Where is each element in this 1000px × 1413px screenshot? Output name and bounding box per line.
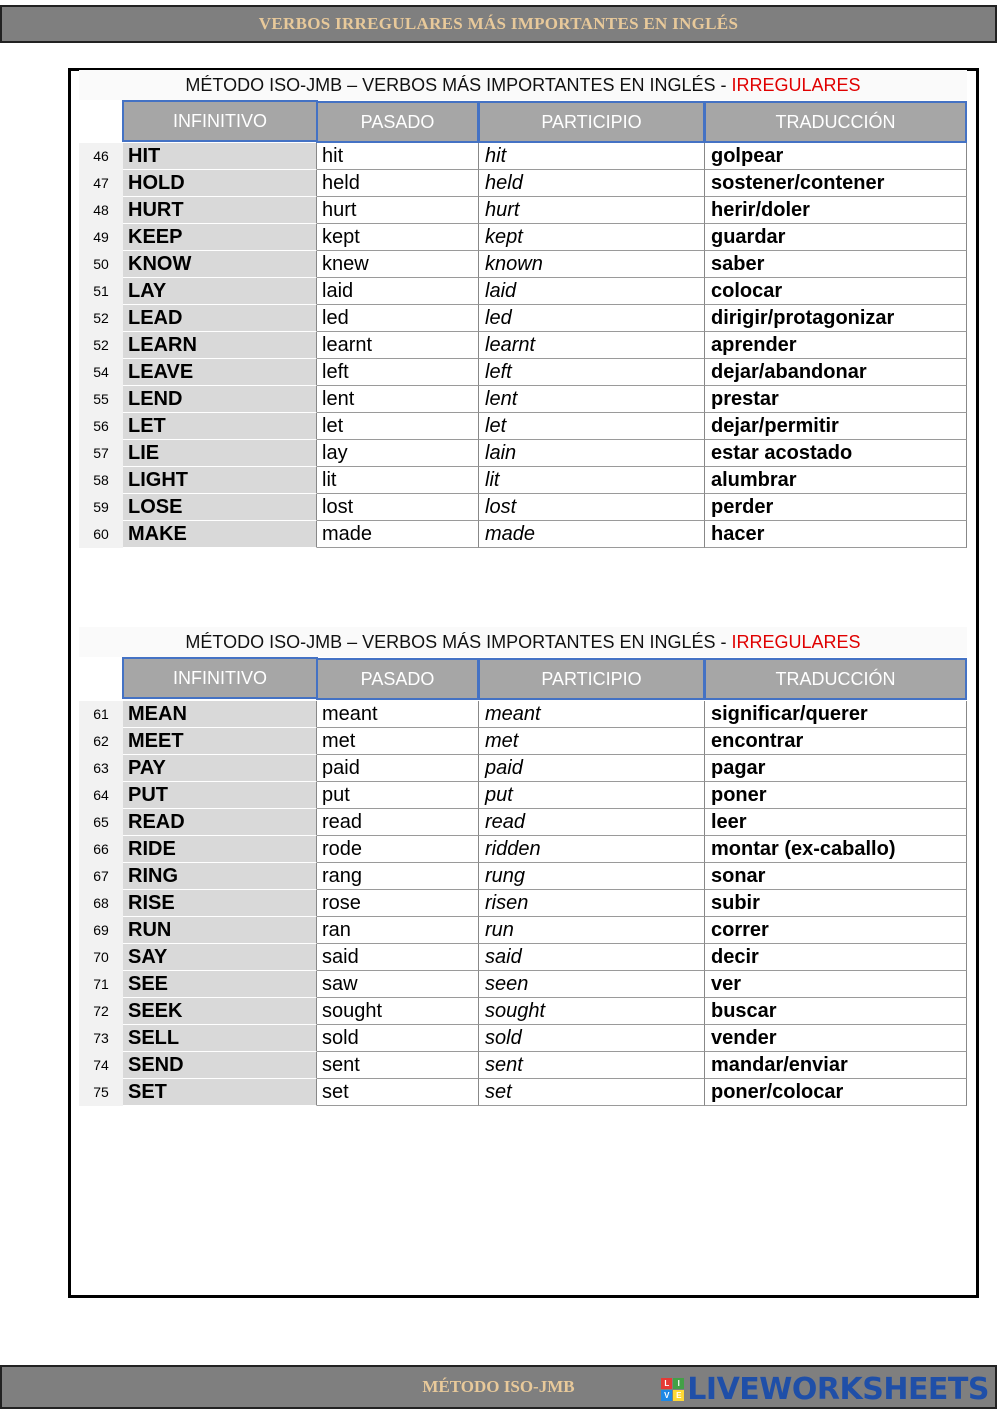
logo-letter: L [661, 1378, 672, 1389]
participle-cell: kept [479, 224, 705, 251]
translation-cell: sonar [705, 863, 967, 890]
participle-cell: let [479, 413, 705, 440]
table-row [79, 728, 967, 755]
past-cell: paid [317, 755, 479, 782]
translation-cell: ver [705, 971, 967, 998]
translation-cell: poner/colocar [705, 1079, 967, 1106]
translation-cell: pagar [705, 755, 967, 782]
infinitive-cell: SEND [123, 1052, 317, 1079]
row-number: 60 [79, 521, 123, 548]
table-row [79, 386, 967, 413]
verb-rows [79, 701, 967, 1106]
row-number: 51 [79, 278, 123, 305]
translation-cell: dejar/permitir [705, 413, 967, 440]
participle-cell: read [479, 809, 705, 836]
participle-cell: lit [479, 467, 705, 494]
past-cell: rose [317, 890, 479, 917]
past-cell: set [317, 1079, 479, 1106]
infinitive-cell: MAKE [123, 521, 317, 548]
past-cell: made [317, 521, 479, 548]
row-number: 67 [79, 863, 123, 890]
header-participle: PARTICIPIO [478, 101, 705, 143]
row-number: 62 [79, 728, 123, 755]
section-title [79, 627, 967, 657]
participle-cell: sold [479, 1025, 705, 1052]
row-number: 49 [79, 224, 123, 251]
participle-cell: lain [479, 440, 705, 467]
table-row [79, 224, 967, 251]
past-cell: hurt [317, 197, 479, 224]
participle-cell: met [479, 728, 705, 755]
translation-cell: vender [705, 1025, 967, 1052]
table-row [79, 521, 967, 548]
row-number: 56 [79, 413, 123, 440]
infinitive-cell: RISE [123, 890, 317, 917]
infinitive-cell: HOLD [123, 170, 317, 197]
past-cell: sold [317, 1025, 479, 1052]
translation-cell: dirigir/protagonizar [705, 305, 967, 332]
infinitive-cell: LAY [123, 278, 317, 305]
translation-cell: encontrar [705, 728, 967, 755]
row-number: 58 [79, 467, 123, 494]
past-cell: met [317, 728, 479, 755]
row-number: 59 [79, 494, 123, 521]
section-title-accent: IRREGULARES [731, 75, 861, 95]
infinitive-cell: SELL [123, 1025, 317, 1052]
past-cell: hit [317, 143, 479, 170]
infinitive-cell: HIT [123, 143, 317, 170]
header-infinitive: INFINITIVO [122, 657, 318, 699]
table-row [79, 305, 967, 332]
infinitive-cell: KEEP [123, 224, 317, 251]
past-cell: let [317, 413, 479, 440]
participle-cell: led [479, 305, 705, 332]
row-number: 70 [79, 944, 123, 971]
past-cell: left [317, 359, 479, 386]
translation-cell: leer [705, 809, 967, 836]
logo-letter: V [661, 1390, 672, 1401]
past-cell: lent [317, 386, 479, 413]
participle-cell: run [479, 917, 705, 944]
row-number: 66 [79, 836, 123, 863]
row-number: 57 [79, 440, 123, 467]
infinitive-cell: SET [123, 1079, 317, 1106]
table-row [79, 413, 967, 440]
participle-cell: put [479, 782, 705, 809]
infinitive-cell: READ [123, 809, 317, 836]
logo-letter: E [673, 1390, 684, 1401]
infinitive-cell: LEND [123, 386, 317, 413]
participle-cell: rung [479, 863, 705, 890]
participle-cell: set [479, 1079, 705, 1106]
past-cell: lit [317, 467, 479, 494]
infinitive-cell: LIE [123, 440, 317, 467]
infinitive-cell: KNOW [123, 251, 317, 278]
infinitive-cell: RUN [123, 917, 317, 944]
table-row [79, 809, 967, 836]
participle-cell: meant [479, 701, 705, 728]
section-title [79, 70, 967, 100]
row-number: 71 [79, 971, 123, 998]
row-number: 55 [79, 386, 123, 413]
translation-cell: poner [705, 782, 967, 809]
infinitive-cell: SEEK [123, 998, 317, 1025]
table-row [79, 944, 967, 971]
table-row [79, 170, 967, 197]
infinitive-cell: MEET [123, 728, 317, 755]
translation-cell: buscar [705, 998, 967, 1025]
table-row [79, 863, 967, 890]
table-row [79, 1025, 967, 1052]
footer-label: MÉTODO ISO-JMB [422, 1377, 575, 1396]
past-cell: laid [317, 278, 479, 305]
logo-text: LIVEWORKSHEETS [687, 1371, 989, 1407]
logo-letter: I [673, 1378, 684, 1389]
table-row [79, 701, 967, 728]
table-row [79, 998, 967, 1025]
infinitive-cell: LEAVE [123, 359, 317, 386]
past-cell: lay [317, 440, 479, 467]
past-cell: meant [317, 701, 479, 728]
row-number: 50 [79, 251, 123, 278]
bottom-banner [0, 1365, 997, 1409]
translation-cell: colocar [705, 278, 967, 305]
header-translation: TRADUCCIÓN [704, 101, 967, 143]
table-row [79, 251, 967, 278]
table-row [79, 494, 967, 521]
header-past: PASADO [316, 658, 479, 700]
past-cell: sought [317, 998, 479, 1025]
verb-rows [79, 143, 967, 548]
infinitive-cell: RIDE [123, 836, 317, 863]
infinitive-cell: LEAD [123, 305, 317, 332]
row-number: 64 [79, 782, 123, 809]
row-number: 69 [79, 917, 123, 944]
translation-cell: correr [705, 917, 967, 944]
header-translation: TRADUCCIÓN [704, 658, 967, 700]
table-row [79, 359, 967, 386]
row-number: 63 [79, 755, 123, 782]
header-infinitive: INFINITIVO [122, 100, 318, 142]
row-number: 48 [79, 197, 123, 224]
row-number: 54 [79, 359, 123, 386]
translation-cell: alumbrar [705, 467, 967, 494]
translation-cell: prestar [705, 386, 967, 413]
infinitive-cell: PUT [123, 782, 317, 809]
participle-cell: ridden [479, 836, 705, 863]
translation-cell: subir [705, 890, 967, 917]
translation-cell: saber [705, 251, 967, 278]
participle-cell: risen [479, 890, 705, 917]
past-cell: said [317, 944, 479, 971]
past-cell: sent [317, 1052, 479, 1079]
participle-cell: sought [479, 998, 705, 1025]
row-number: 72 [79, 998, 123, 1025]
row-number: 52 [79, 332, 123, 359]
row-number: 52 [79, 305, 123, 332]
translation-cell: guardar [705, 224, 967, 251]
table-row [79, 1052, 967, 1079]
top-banner [0, 5, 997, 43]
translation-cell: sostener/contener [705, 170, 967, 197]
infinitive-cell: SEE [123, 971, 317, 998]
header-participle: PARTICIPIO [478, 658, 705, 700]
translation-cell: estar acostado [705, 440, 967, 467]
past-cell: learnt [317, 332, 479, 359]
translation-cell: aprender [705, 332, 967, 359]
table-row [79, 143, 967, 170]
past-cell: kept [317, 224, 479, 251]
section-title-main: MÉTODO ISO-JMB – VERBOS MÁS IMPORTANTES EN INGLÉS - [185, 75, 732, 95]
infinitive-cell: HURT [123, 197, 317, 224]
translation-cell: montar (ex-caballo) [705, 836, 967, 863]
participle-cell: known [479, 251, 705, 278]
participle-cell: left [479, 359, 705, 386]
participle-cell: held [479, 170, 705, 197]
past-cell: lost [317, 494, 479, 521]
translation-cell: mandar/enviar [705, 1052, 967, 1079]
section-title-main: MÉTODO ISO-JMB – VERBOS MÁS IMPORTANTES EN INGLÉS - [185, 632, 732, 652]
table-row [79, 440, 967, 467]
table-row [79, 332, 967, 359]
past-cell: put [317, 782, 479, 809]
infinitive-cell: SAY [123, 944, 317, 971]
row-number: 61 [79, 701, 123, 728]
table-row [79, 755, 967, 782]
banner-title: VERBOS IRREGULARES MÁS IMPORTANTES EN INGLÉS [258, 14, 739, 33]
row-number: 65 [79, 809, 123, 836]
row-number: 75 [79, 1079, 123, 1106]
past-cell: knew [317, 251, 479, 278]
participle-cell: learnt [479, 332, 705, 359]
participle-cell: made [479, 521, 705, 548]
table-row [79, 1079, 967, 1106]
past-cell: saw [317, 971, 479, 998]
past-cell: ran [317, 917, 479, 944]
row-number: 68 [79, 890, 123, 917]
table-row [79, 782, 967, 809]
infinitive-cell: MEAN [123, 701, 317, 728]
logo-squares [661, 1378, 684, 1401]
translation-cell: significar/querer [705, 701, 967, 728]
past-cell: led [317, 305, 479, 332]
participle-cell: lent [479, 386, 705, 413]
translation-cell: golpear [705, 143, 967, 170]
past-cell: rang [317, 863, 479, 890]
past-cell: read [317, 809, 479, 836]
table-row [79, 890, 967, 917]
infinitive-cell: LOSE [123, 494, 317, 521]
past-cell: rode [317, 836, 479, 863]
infinitive-cell: LIGHT [123, 467, 317, 494]
translation-cell: dejar/abandonar [705, 359, 967, 386]
translation-cell: decir [705, 944, 967, 971]
section-title-accent: IRREGULARES [731, 632, 861, 652]
participle-cell: seen [479, 971, 705, 998]
participle-cell: paid [479, 755, 705, 782]
participle-cell: hurt [479, 197, 705, 224]
table-row [79, 278, 967, 305]
participle-cell: hit [479, 143, 705, 170]
past-cell: held [317, 170, 479, 197]
row-number: 73 [79, 1025, 123, 1052]
participle-cell: said [479, 944, 705, 971]
participle-cell: lost [479, 494, 705, 521]
row-number: 46 [79, 143, 123, 170]
translation-cell: herir/doler [705, 197, 967, 224]
table-row [79, 836, 967, 863]
infinitive-cell: LET [123, 413, 317, 440]
infinitive-cell: RING [123, 863, 317, 890]
participle-cell: laid [479, 278, 705, 305]
translation-cell: perder [705, 494, 967, 521]
translation-cell: hacer [705, 521, 967, 548]
row-number: 47 [79, 170, 123, 197]
table-row [79, 197, 967, 224]
table-row [79, 917, 967, 944]
liveworksheets-logo-icon[interactable] [661, 1373, 989, 1405]
header-past: PASADO [316, 101, 479, 143]
table-row [79, 467, 967, 494]
participle-cell: sent [479, 1052, 705, 1079]
row-number: 74 [79, 1052, 123, 1079]
infinitive-cell: LEARN [123, 332, 317, 359]
infinitive-cell: PAY [123, 755, 317, 782]
table-row [79, 971, 967, 998]
